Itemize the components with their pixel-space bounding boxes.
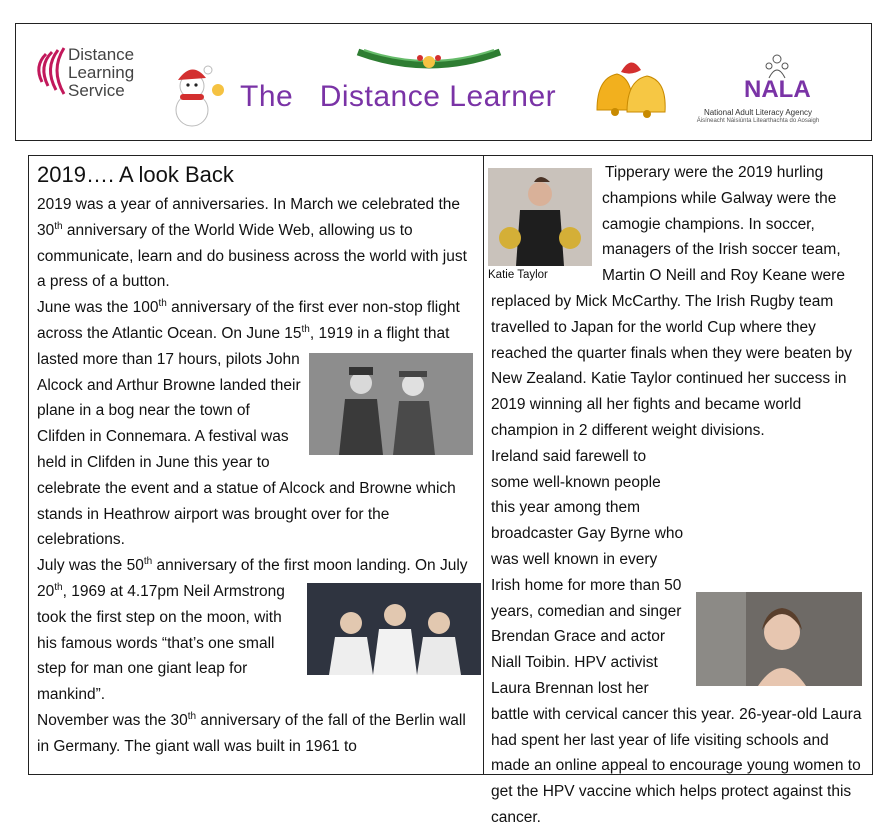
article-title: 2019…. A look Back — [37, 162, 234, 187]
katie-taylor-caption: Katie Taylor — [488, 269, 548, 281]
laura-brennan-photo — [696, 592, 862, 686]
paragraph-farewell: Ireland said farewell to some well-known people this year among them broadcaster Gay Byrne who was well known in every Irish home for more than 50 years, comedian and singer Brendan Grace and actor Niall Toibin. HPV activist Laura Brennan lost her battle with cervical cancer this year. 26-year-old Laura had spent her last year of life visiting schools and made an online appeal to encourage young women to get the HPV vaccine which helps protect against this cancer. — [491, 447, 862, 826]
distance-learning-logo-text: Distance Learning Service — [68, 45, 135, 100]
pilots-photo-icon — [309, 353, 473, 455]
right-column — [483, 155, 873, 826]
christmas-bells-icon — [591, 50, 673, 122]
left-column — [28, 155, 484, 775]
snowman-icon — [162, 60, 228, 130]
nala-logo — [688, 54, 828, 134]
boxer-photo-icon — [488, 168, 592, 266]
katie-taylor-figure — [488, 168, 592, 282]
paragraph-moon-landing: July was the 50th anniversary of the first moon landing. On July 20th , 1969 at 4.17pm Neil Armstrong took the first step on the moon, with his famous words “that’s one small step for man one giant leap for mankind”. — [37, 553, 477, 708]
paragraph-berlin-wall: November was the 30th anniversary of the fall of the Berlin wall in Germany. The giant wall was built in 1961 to — [37, 710, 466, 755]
paragraph-www: 2019 was a year of anniversaries. In March we celebrated the 30th anniversary of the World Wide Web, allowing us to communicate, learn and do business across the world with just a press of a button. — [37, 196, 467, 291]
alcock-browne-photo — [309, 353, 473, 455]
portrait-photo-icon — [696, 592, 862, 686]
katie-taylor-photo — [488, 168, 592, 266]
paragraph-sport: Katie Taylor Tipperary were the 2019 hurling champions while Galway were the camogie champions. In soccer, managers of the Irish soccer team, Martin O Neill and Roy Keane were replaced by Mick McCarthy. The Irish Rugby team travelled to Japan for the world Cup where they reached the quarter finals when they were beaten by New Zealand. Katie Taylor continued her success in 2019 winning all her fights and became world champion in 2 different weight divisions. — [488, 164, 853, 439]
newsletter-title: The Distance Learner — [240, 80, 557, 113]
nala-subtitle-irish: Áisíneacht Náisiúnta Litearthachta do Aosaigh — [696, 118, 820, 124]
paragraph-flight: June was the 100th anniversary of the first ever non-stop flight across the Atlantic Ocean. On June 15th , 1919 in a flight that lasted more than 17 hours, pilots John Alcock and Arthur Browne landed their plane in a bog near the town of Clifden in Connemara. A festival was held in Clifden in June this year to celebrate the event and a statue of Alcock and Browne which stands in Heathrow airport was brought over for the celebrations. — [37, 295, 477, 553]
apollo-astronauts-photo — [307, 583, 481, 675]
nala-logo-text: NALA — [744, 76, 811, 103]
astronauts-photo-icon — [307, 583, 481, 675]
nala-subtitle: National Adult Literacy Agency — [703, 108, 813, 117]
newsletter-header — [15, 23, 872, 141]
holly-garland-icon — [354, 38, 504, 76]
